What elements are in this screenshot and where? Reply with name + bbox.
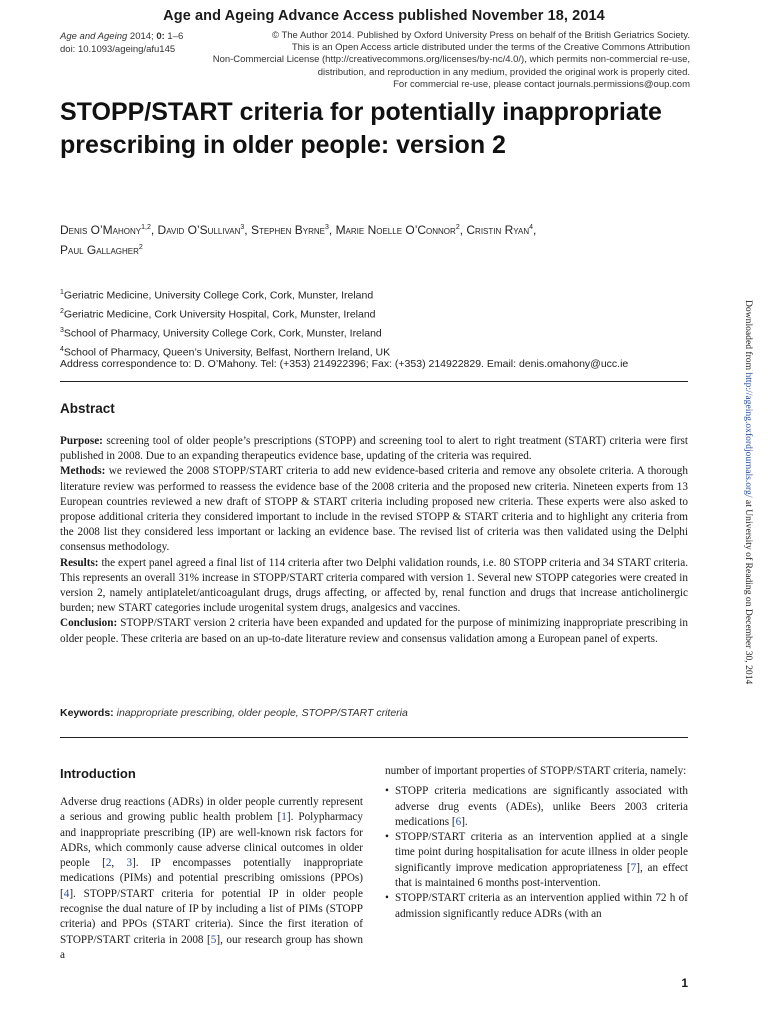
author-list: Denis O’Mahony$^{1,2}$, David O’Sullivan$^3$, Stephen Byrne$^3$, Marie Noelle O’Connor$^2$, Cristin Ryan$^4$, Paul Gallagher$^2$: [60, 223, 537, 257]
abstract-body: [60, 434, 688, 647]
article-title: STOPP/START criteria for potentially inappropriate prescribing in older people: version 2: [60, 98, 662, 159]
affiliation-number: 2: [60, 308, 64, 315]
abstract-label: Results:: [60, 556, 99, 569]
affiliation-number: 1: [60, 289, 64, 296]
abstract-text: the expert panel agreed a final list of 114 criteria after two Delphi validation rounds, i.e. 80 STOPP criteria and 34 START criteria. This represents an overall 31% increase in STOPP/START criteria compared with version 1. Several new STOPP categories were created in version 2, namely antiplatelet/anticoagulant drugs, drugs affecting, or affected by, renal function and drugs that increase anticholinergic burden; new START categories include urogenital system drugs, analgesics and vaccines.: [60, 556, 688, 615]
author: Denis O’Mahony: [60, 223, 142, 237]
affiliation-number: 4: [60, 346, 64, 353]
affiliation-text: School of Pharmacy, University College Cork, Cork, Munster, Ireland: [63, 327, 382, 340]
author: Marie Noelle O’Connor: [335, 223, 456, 237]
body-text: ]. Polypharmacy and inappropriate prescribing (IP) are well-known risk factors for ADRs, which commonly cause adverse clinical outcomes in older people [: [60, 811, 363, 870]
page-number: 1: [681, 976, 688, 990]
journal-site-link[interactable]: http://ageing.oxfordjournals.org/: [743, 372, 754, 498]
affiliation: [60, 323, 700, 342]
citation-line: [60, 30, 183, 43]
author: David O’Sullivan: [157, 223, 241, 237]
body-text: ]. STOPP/START criteria for potential IP in older people recognise the dual nature of IP by including a list of PIMs (STOPP criteria) and PPOs (START criteria). Since the first iteration of STOPP/START criteria in 2008 [: [60, 887, 363, 946]
abstract-results: [60, 556, 688, 617]
list-item-text: ], an effect that is maintained 6 months post-intervention.: [395, 861, 688, 890]
journal-name: Age and Ageing: [60, 31, 128, 42]
abstract-label: Methods:: [60, 465, 106, 478]
reference-link[interactable]: 4: [63, 887, 70, 900]
keywords-text: inappropriate prescribing, older people, STOPP/START criteria: [116, 707, 408, 719]
author-affil: 3: [324, 224, 329, 231]
list-item: [385, 830, 688, 891]
list-item-text: STOPP criteria medications are significantly associated with adverse drug events (ADEs), unlike Beers 2003 criteria medications [: [395, 785, 688, 828]
affiliation-number: 3: [60, 327, 64, 334]
affiliation: [60, 285, 700, 304]
author: Stephen Byrne: [250, 223, 325, 237]
citation-year: 2014;: [129, 31, 154, 42]
affiliation-text: School of Pharmacy, Queen’s University, Belfast, Northern Ireland, UK: [63, 346, 391, 359]
watermark-prefix: Downloaded from: [743, 300, 754, 373]
author-affil: 4: [529, 224, 534, 231]
doi: doi: 10.1093/ageing/afu145: [60, 44, 176, 55]
affiliation: [60, 304, 700, 323]
journal-advance-access-banner: Age and Ageing Advance Access published November 18, 2014: [163, 8, 605, 24]
body-text: number of important properties of STOPP/START criteria, namely:: [385, 765, 687, 777]
citation-pages: 1–6: [167, 31, 184, 42]
license-line: distribution, and reproduction in any medium, provided the original work is properly cited.: [317, 66, 690, 78]
license-line: For commercial re-use, please contact journals.permissions@oup.com: [393, 78, 690, 90]
abstract-text: screening tool of older people’s prescriptions (STOPP) and screening tool to alert to right treatment (START) criteria were first published in 2008. Due to an expanding therapeutics evidence base, updating of the criteria was required.: [60, 435, 688, 463]
license-line: © The Author 2014. Published by Oxford University Press on behalf of the British Geriatrics Society.: [272, 30, 690, 41]
reference-link[interactable]: 5: [210, 933, 217, 946]
abstract-text: we reviewed the 2008 STOPP/START criteria to add new evidence-based criteria and remove any obsolete criteria. A thorough literature review was performed to reassess the evidence base of the 2008 criteria and the proposed new criteria. Nineteen experts from 13 European countries reviewed a new draft of STOPP & START criteria including proposed new criteria. These experts were also asked to propose additional criteria they considered important to include in the revised STOPP & START criteria and to highlight any criteria from the 2008 list they considered less important or lacking an evidence base. The revised list of criteria was then validated using the Delphi consensus methodology.: [60, 465, 688, 554]
author: Paul Gallagher: [60, 243, 139, 257]
abstract-heading: Abstract: [60, 401, 115, 416]
list-item-text: ].: [461, 815, 468, 828]
watermark-suffix: at University of Reading on December 30, 2014: [743, 497, 754, 685]
download-watermark: [740, 300, 754, 720]
author: Cristin Ryan: [466, 223, 530, 237]
author-affil: 2: [455, 224, 460, 231]
keywords-label: Keywords:: [60, 707, 114, 719]
reference-link[interactable]: 6: [455, 815, 462, 828]
intro-left-column: [60, 795, 363, 963]
citation-meta: [60, 30, 183, 56]
download-watermark-text: [743, 300, 754, 684]
citation-issue: 0:: [156, 31, 165, 42]
reference-link[interactable]: 3: [126, 857, 133, 870]
body-text: ], our research group has shown a: [60, 933, 363, 961]
introduction-heading: Introduction: [60, 766, 136, 781]
license-line: This is an Open Access article distributed under the terms of the Creative Commons Attribution: [291, 42, 690, 54]
abstract-label: Conclusion:: [60, 617, 118, 630]
abstract-text: STOPP/START version 2 criteria have been expanded and updated for the purpose of minimizing inappropriate prescribing in older people. These criteria are based on an up-to-date literature review and consensus validation among a European panel of experts.: [60, 617, 688, 645]
body-text: ,: [111, 857, 127, 870]
body-text: ]. IP encompasses potentially inappropriate medications (PIMs) and potential prescribing omissions (PPOs) [: [60, 857, 364, 900]
abstract-purpose: [60, 434, 688, 464]
license-notice: [170, 30, 690, 91]
abstract-label: Purpose:: [60, 435, 103, 447]
reference-link[interactable]: 7: [630, 861, 637, 874]
abstract-methods: [60, 464, 688, 555]
author-affil: 2: [138, 244, 143, 251]
list-item: [385, 784, 688, 830]
section-divider: [60, 737, 688, 738]
author-affil: 3: [240, 224, 245, 231]
list-item-text: STOPP/START criteria as an intervention applied at a single time point during hospitalisation for acute illness in older people significantly improve medication appropriateness [: [395, 831, 688, 874]
correspondence-address: Address correspondence to: D. O’Mahony. Tel: (+353) 214922396; Fax: (+353) 214922829. Email: denis.omahony@ucc.ie: [60, 358, 629, 370]
list-item-text: STOPP/START criteria as an intervention applied within 72 h of admission significantly reduce ADRs (with an: [395, 892, 688, 920]
affiliation-list: [60, 285, 700, 361]
affiliation-text: Geriatric Medicine, Cork University Hospital, Cork, Munster, Ireland: [63, 308, 376, 321]
list-item: [385, 891, 688, 922]
reference-link[interactable]: 2: [105, 857, 112, 870]
reference-link[interactable]: 1: [281, 811, 287, 824]
affiliation-text: Geriatric Medicine, University College Cork, Cork, Munster, Ireland: [63, 289, 374, 302]
license-line: Non-Commercial License (http://creativecommons.org/licenses/by-nc/4.0/), which permits non-commercial re-use,: [212, 54, 690, 66]
body-text: Adverse drug reactions (ADRs) in older people currently represent a serious and growing public health problem [: [60, 796, 363, 824]
section-divider: [60, 381, 688, 382]
properties-list: [385, 784, 688, 922]
author-affil: 1,2: [141, 224, 151, 231]
abstract-conclusion: [60, 616, 688, 646]
intro-right-column: [385, 764, 688, 922]
keywords: [60, 707, 688, 719]
